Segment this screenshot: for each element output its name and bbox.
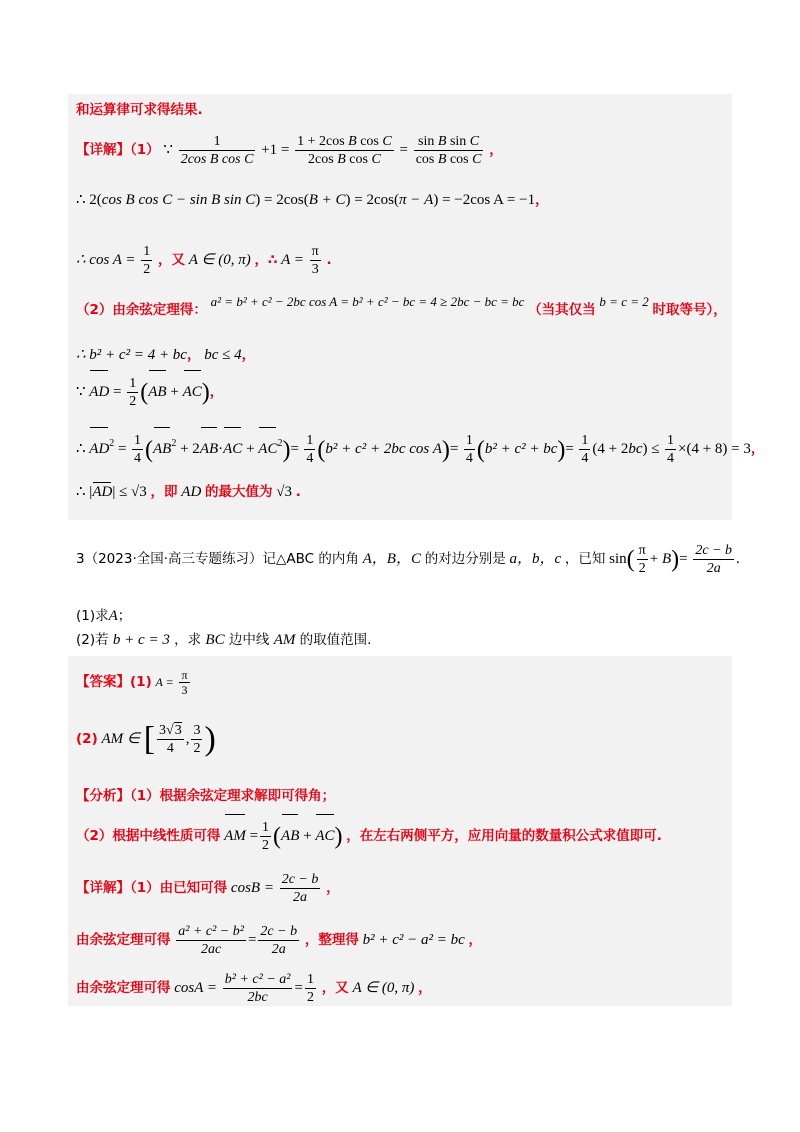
solution-intro: 和运算律可求得结果. bbox=[76, 102, 203, 118]
detail2-line-3: 由余弦定理可得 cosA = $\frac{\text{b² + c² − a²}}{2bc}$ = $\frac{1}{2}$ ，又 A ∈ (0, π) ， bbox=[76, 972, 432, 1006]
answer-part-1: 【答案】(1) A = $\frac{\pi}{3}$ bbox=[76, 668, 188, 698]
detail2-line-1: 【详解】（1）由已知可得 cosB = $\frac{2c - b}{2a}$ ， bbox=[76, 872, 340, 906]
detail-line-7: ∴ $AD^2$ = $\frac{1}{4}$ $(AB^2 + 2AB\cdot AC + AC^2)=$ $\frac{1}{4}$ (b² + c² + 2bc cos A)= $\frac{1}{4}$ (b² + c² + bc)= $\frac{1}{4}$ (4 + 2bc) ≤ $\frac{1}{4}$ ×(4 + 8) = 3， bbox=[76, 422, 726, 466]
analysis-line-1: 【分析】（1）根据余弦定理求解即可得角； bbox=[76, 788, 336, 804]
detail2-line-2: 由余弦定理可得 $\frac{\text{a² + c² − b²}}{2ac}$ = $\frac{2c - b}{2a}$ ，整理得 b² + c² − a² = bc ， bbox=[76, 924, 483, 958]
answer-part-2: (2) AM ∈ [ $\frac{3√3}{4}$ , $\frac{3}{2}$ ) bbox=[76, 720, 216, 758]
question-stem: 3（2023·全国·高三专题练习）记△ABC 的内角 A，B，C 的对边分别是 a，b，c ，已知 sin( $\frac{\pi}{2}$ + B)= $\frac{2c - b}{2a}$ . bbox=[76, 543, 740, 577]
analysis-line-2: （2）根据中线性质可得 AM = $\frac{1}{2}$ (AB + AC) ，在左右两侧平方，应用向量的数量积公式求值即可. bbox=[76, 814, 726, 858]
question-part-2: (2)若 b + c = 3 ，求 BC 边中线 AM 的取值范围. bbox=[76, 632, 372, 648]
detail-line-5: ∴ b² + c² = 4 + bc， bc ≤ 4， bbox=[76, 347, 256, 363]
detail-line-3: ∴ cos A = $\frac{1}{2}$ ，又 A ∈ (0, π) ，∴ A = $\frac{\pi}{3}$ . bbox=[76, 244, 332, 278]
detail-line-1: 【详解】（1） ∵ $\frac{1}{\text{2cos B cos C}}$ +1 = $\frac{\text{1 + 2cos B cos C}}{\text{2cos B cos C}}$ = $\frac{\text{sin B sin C}}{\text{cos B cos C}}$ ， bbox=[76, 134, 503, 168]
detail-line-6: ∵ AD = $\frac{1}{2}$ (AB + AC)， bbox=[76, 370, 726, 414]
detail-line-2: ∴ 2(cos B cos C − sin B sin C) = 2cos(B + C) = 2cos(π − A) = −2cos A = −1， bbox=[76, 192, 549, 208]
detail-line-4: （2）由余弦定理得： a² = b² + c² − 2bc cos A = b² + c² − bc = 4 ≥ 2bc − bc = bc （当其仅当 b = c = 2 时取等号）， bbox=[76, 294, 727, 318]
detail-line-8: ∴ |AD| ≤ √3 ，即 AD 的最大值为 √3 . bbox=[76, 484, 301, 500]
question-part-1: (1)求A； bbox=[76, 608, 132, 624]
